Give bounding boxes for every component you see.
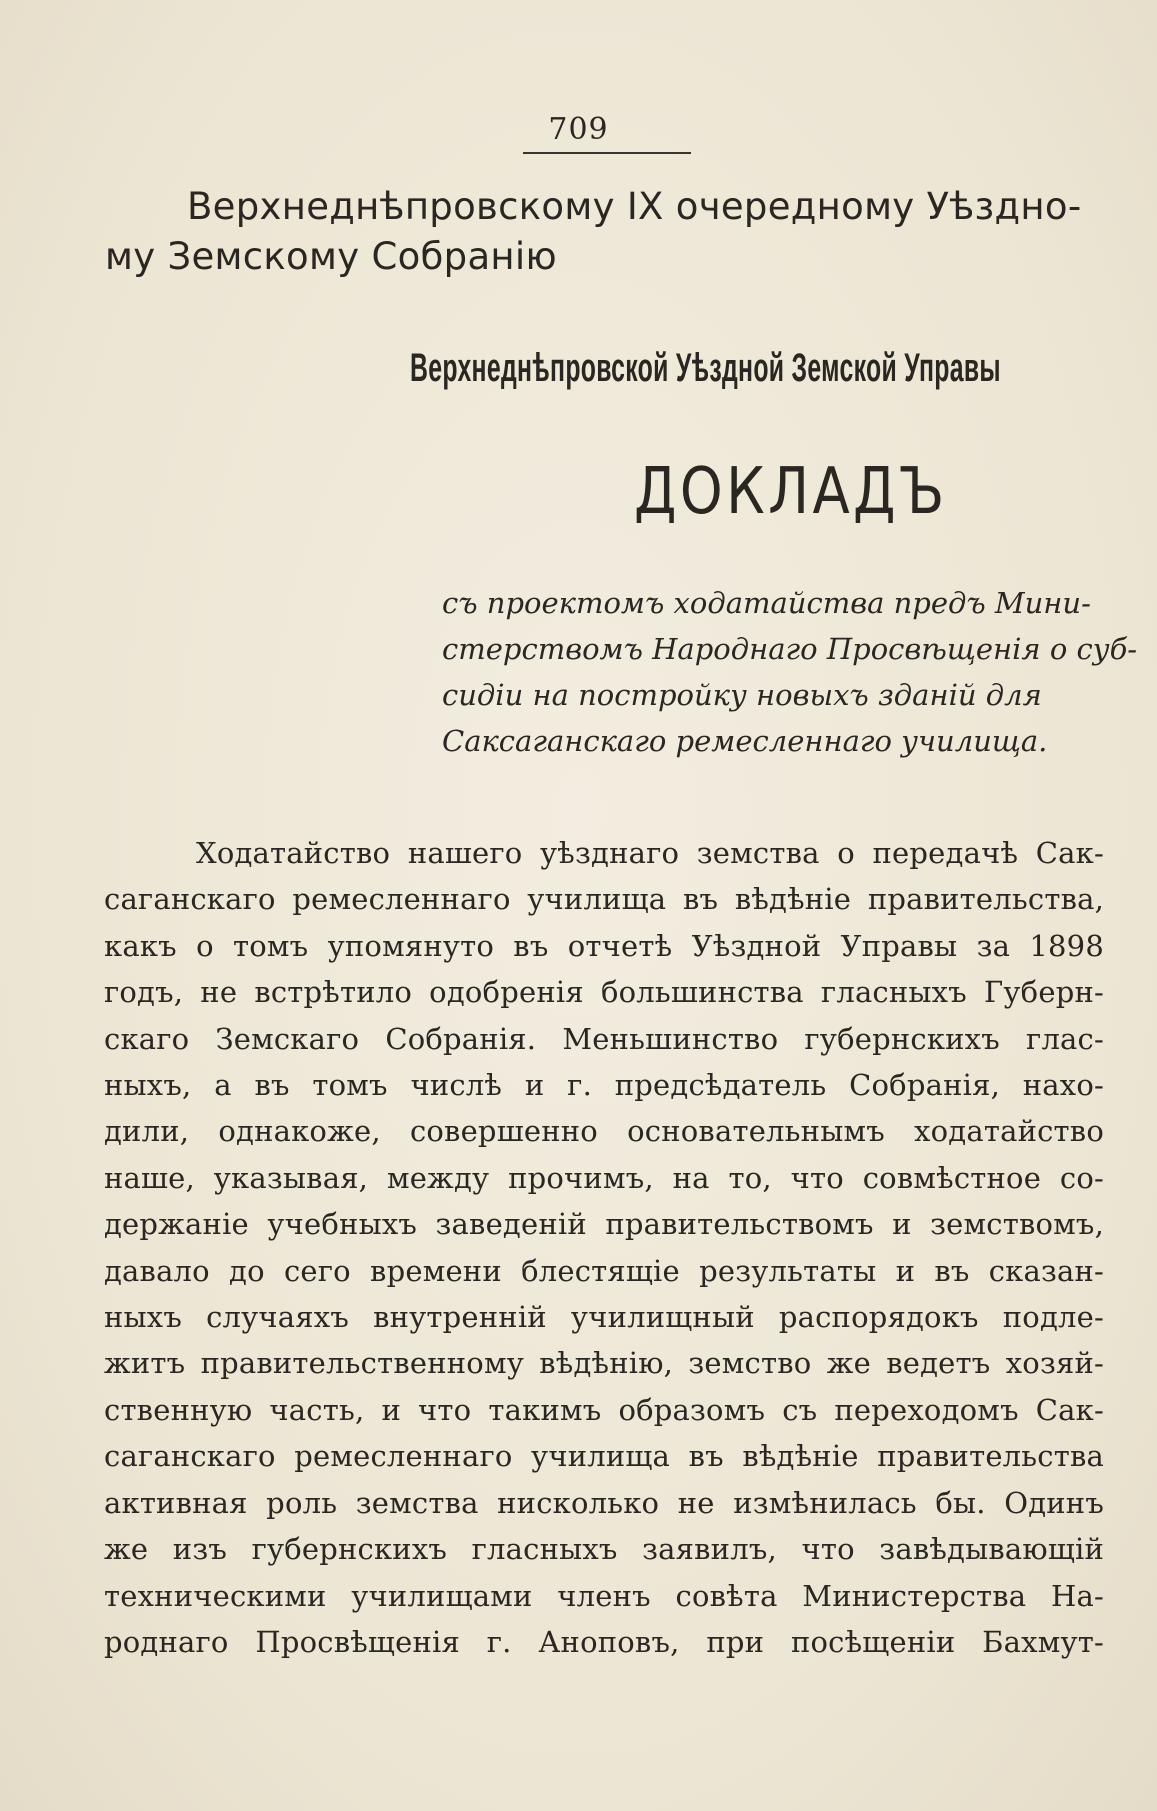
body-line: какъ о томъ упомянуто въ отчетѣ Уѣздной Управы за 1898 — [104, 928, 1104, 963]
addressee — [105, 182, 1105, 282]
subject-paragraph — [442, 580, 1138, 764]
body-line: ственную часть, и что такимъ образомъ съ переходомъ Сак- — [104, 1392, 1104, 1427]
body-paragraph — [104, 830, 1104, 1665]
body-line: ныхъ, а въ томъ числѣ и г. предсѣдатель Собранія, нахо- — [104, 1068, 1104, 1103]
body-line: дили, однакоже, совершенно основательнымъ ходатайство — [104, 1114, 1104, 1149]
issuer-heading: Верхнеднѣпровской Уѣздной Земской Управы — [410, 346, 1001, 390]
body-line: Ходатайство нашего уѣзднаго земства о передачѣ Сак- — [196, 836, 1104, 870]
body-line: же изъ губернскихъ гласныхъ заявилъ, что завѣдывающій — [104, 1532, 1104, 1567]
document-title: ДОКЛАДЪ — [634, 455, 948, 529]
body-line: наше, указывая, между прочимъ, на то, что совмѣстное со- — [104, 1160, 1104, 1195]
subject-line: Саксаганскаго ремесленнаго училища. — [442, 724, 1048, 758]
addressee-line: му Земскому Собранію — [105, 235, 557, 278]
body-line: саганскаго ремесленнаго училища въ вѣдѣніе правительства — [104, 1439, 1104, 1474]
body-line: держаніе учебныхъ заведеній правительствомъ и земствомъ, — [104, 1207, 1104, 1242]
body-line: техническими училищами членъ совѣта Министерства На- — [104, 1578, 1104, 1613]
body-line: годъ, не встрѣтило одобренія большинства гласныхъ Губерн- — [104, 975, 1104, 1010]
body-line: саганскаго ремесленнаго училища въ вѣдѣніе правительства, — [104, 882, 1104, 917]
page-number: 709 — [548, 112, 609, 147]
body-line: давало до сего времени блестящіе результаты и въ сказан- — [104, 1253, 1104, 1288]
subject-line: съ проектомъ ходатайства предъ Мини- — [442, 586, 1091, 620]
page-number-rule — [523, 152, 691, 154]
body-line: житъ правительственному вѣдѣнію, земство же ведетъ хозяй- — [104, 1346, 1104, 1381]
body-line: скаго Земскаго Собранія. Меньшинство губернскихъ глас- — [104, 1021, 1104, 1056]
body-line: роднаго Просвѣщенія г. Аноповъ, при посѣщеніи Бахмут- — [104, 1624, 1104, 1659]
subject-line: сидіи на постройку новыхъ зданій для — [442, 678, 1042, 712]
addressee-line: Верхнеднѣпровскому IX очередному Уѣздно- — [187, 185, 1082, 228]
body-line: активная роль земства нисколько не измѣнилась бы. Одинъ — [104, 1485, 1104, 1520]
body-line: ныхъ случаяхъ внутренній училищный распорядокъ подле- — [104, 1300, 1104, 1335]
subject-line: стерствомъ Народнаго Просвѣщенія о суб- — [442, 632, 1138, 666]
